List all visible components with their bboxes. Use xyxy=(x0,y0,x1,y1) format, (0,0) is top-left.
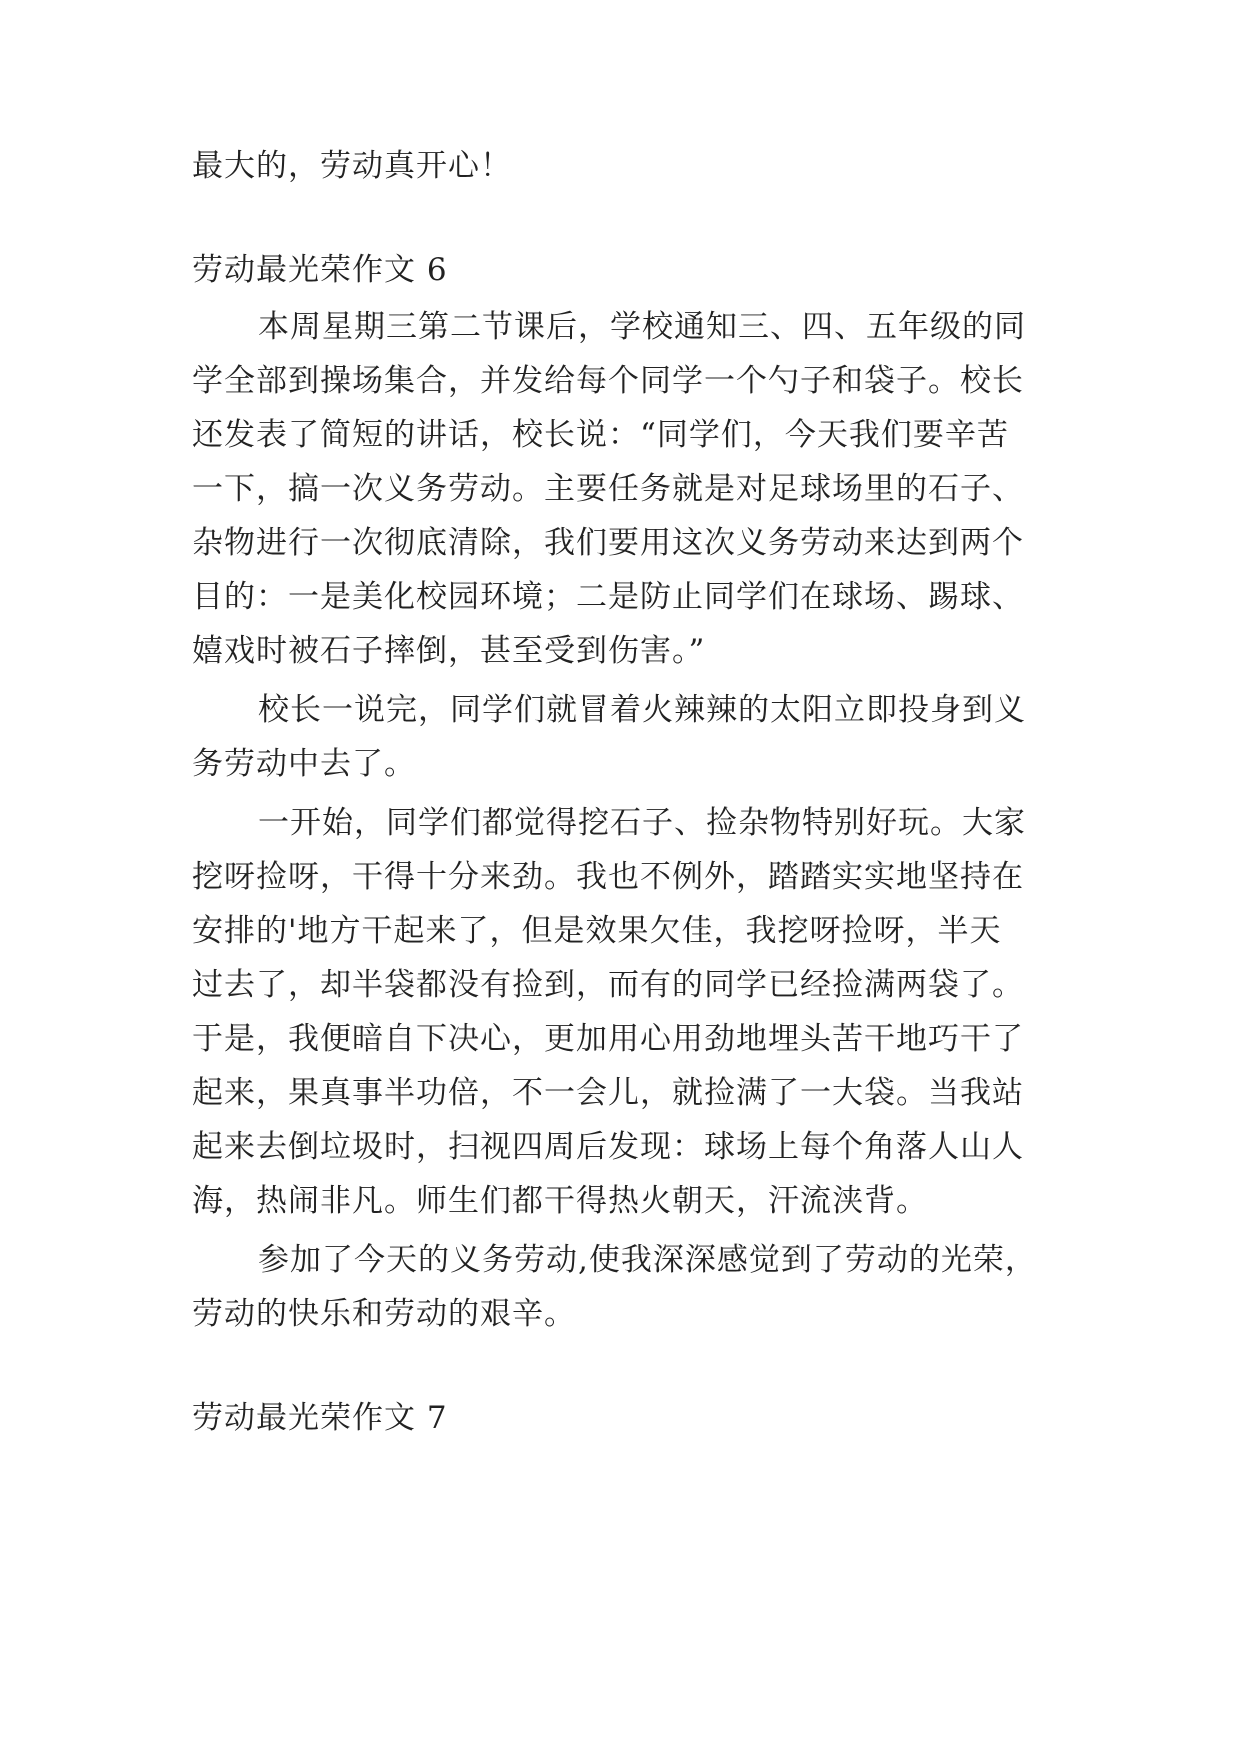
paragraph-line: 挖呀捡呀，干得十分来劲。我也不例外，踏踏实实地坚持在 xyxy=(192,859,1024,895)
paragraph-line: 目的：一是美化校园环境；二是防止同学们在球场、踢球、 xyxy=(192,579,1024,615)
paragraph-line: 安排的'地方干起来了，但是效果欠佳，我挖呀捡呀，半天 xyxy=(192,913,1002,949)
paragraph-line: 参加了今天的义务劳动,使我深深感觉到了劳动的光荣， xyxy=(258,1242,1037,1278)
paragraph-line: 还发表了简短的讲话，校长说：“同学们，今天我们要辛苦 xyxy=(192,417,1009,453)
paragraph-line: 一下，搞一次义务劳动。主要任务就是对足球场里的石子、 xyxy=(192,471,1024,507)
paragraph-line: 嬉戏时被石子摔倒，甚至受到伤害。” xyxy=(192,633,706,669)
paragraph-line: 海，热闹非凡。师生们都干得热火朝天，汗流浃背。 xyxy=(192,1183,928,1219)
closing-line: 最大的，劳动真开心！ xyxy=(192,148,512,184)
paragraph-line: 起来去倒垃圾时，扫视四周后发现：球场上每个角落人山人 xyxy=(192,1129,1024,1165)
paragraph-line: 过去了，却半袋都没有捡到，而有的同学已经捡满两袋了。 xyxy=(192,967,1024,1003)
paragraph-line: 本周星期三第二节课后，学校通知三、四、五年级的同 xyxy=(258,309,1026,345)
essay-heading: 劳动最光荣作文 7 xyxy=(192,1400,448,1436)
essay-heading: 劳动最光荣作文 6 xyxy=(192,252,448,288)
paragraph-line: 校长一说完，同学们就冒着火辣辣的太阳立即投身到义 xyxy=(258,692,1026,728)
paragraph-line: 劳动的快乐和劳动的艰辛。 xyxy=(192,1296,576,1332)
paragraph-line: 于是，我便暗自下决心，更加用心用劲地埋头苦干地巧干了 xyxy=(192,1021,1024,1057)
paragraph-line: 一开始，同学们都觉得挖石子、捡杂物特别好玩。大家 xyxy=(258,805,1026,841)
paragraph-line: 务劳动中去了。 xyxy=(192,746,416,782)
paragraph-line: 起来，果真事半功倍，不一会儿，就捡满了一大袋。当我站 xyxy=(192,1075,1024,1111)
paragraph-line: 杂物进行一次彻底清除，我们要用这次义务劳动来达到两个 xyxy=(192,525,1024,561)
paragraph-line: 学全部到操场集合，并发给每个同学一个勺子和袋子。校长 xyxy=(192,363,1024,399)
